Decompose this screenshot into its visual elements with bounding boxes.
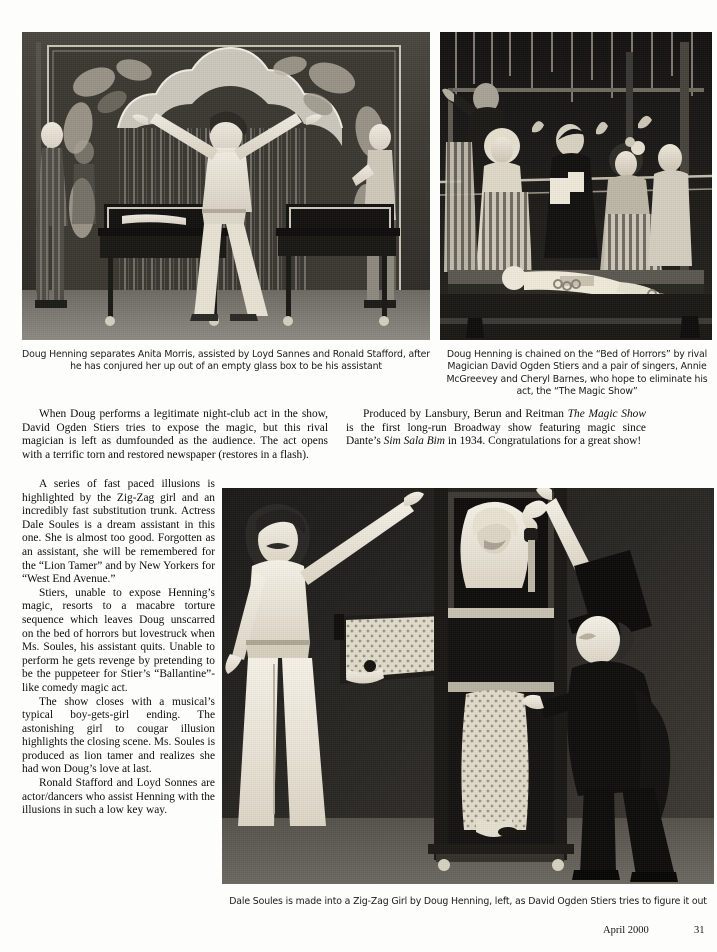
article-left-narrow-column [22,478,215,818]
article-intro-left-column [22,408,328,462]
caption-photo-bed-of-horrors: Doug Henning is chained on the “Bed of Horrors” by rival Magician David Ogden Stiers and a pair of singers, Annie McGreevey and Cheryl Barnes, who hope to eliminate his act, the “The Magic Show” [446,349,708,397]
photo-bed-of-horrors [440,32,712,340]
paragraph-intro-left: When Doug performs a legitimate night-club act in the show, David Ogden Stiers tries to expose the magic, but this rival magician is left as dumfounded as the audience. The act opens with a terrific torn and restored newspaper (restores in a flash). [22,408,328,461]
paragraph-4: Ronald Stafford and Loyd Sonnes are actor/dancers who assist Henning with the illusions in such a low key way. [22,777,215,817]
title-sim-sala-bim: Sim Sala Bim [383,435,446,448]
intro-right-text-1: Produced by Lansbury, Berun and Reitman [363,408,568,420]
caption-photo-henning-separates-anita-morris: Doug Henning separates Anita Morris, assisted by Loyd Sannes and Ronald Stafford, after he has conjured her up out of an empty glass box to be his assistant [22,349,430,373]
article-intro-right-column [346,408,646,449]
paragraph-3: The show closes with a musical’s typical boy-gets-girl ending. The astonishing girl to cougar illusion highlights the closing scene. Ms. Soules is produced as lion tamer and realizes she had won Doug’s love at last. [22,695,216,776]
photo-dale-soules-zig-zag-girl [222,488,714,884]
footer-page-number: 31 [694,925,705,936]
photo-henning-separates-anita-morris [22,32,430,340]
paragraph-2: Stiers, unable to expose Henning’s magic, resorts to a macabre torture sequence which leaves Doug unscarred on the bed of horrors but lovestruck when Ms. Soules, his assistant quits. Unable to perform he gets revenge by pretending to be the puppeteer for Stier’s “Ballantine”-like comedy magic act. [22,586,215,694]
paragraph-1: A series of fast paced illusions is highlighted by the Zig-Zag girl and an incredibly fast substitution trunk. Actress Dale Soules is a dream assistant in this one. She is almost too good. Forgotten as an assistant, she will be remembered for the “Lion Tamer” and by New Yorkers for “West End Avenue.” [22,478,215,586]
intro-right-text-3: in 1934. Congratulations for a great show! [445,435,642,448]
intro-right-text-2: is the first long-run Broadway show featuring magic since Dante’s [346,421,646,448]
footer-issue-date: April 2000 [603,925,649,936]
title-the-magic-show: The Magic Show [567,408,646,420]
caption-photo-dale-soules-zig-zag-girl: Dale Soules is made into a Zig-Zag Girl by Doug Henning, left, as David Ogden Stiers tries to figure it out [229,896,707,907]
paragraph-intro-right [346,408,646,449]
